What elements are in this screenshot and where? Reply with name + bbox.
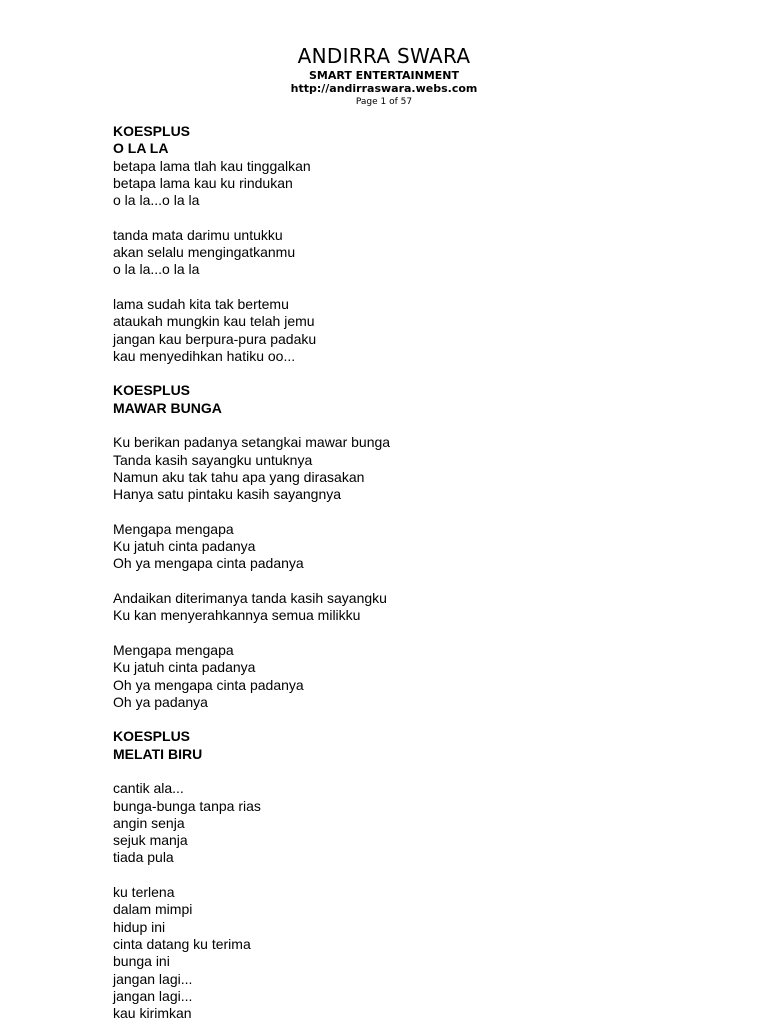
song-section: [113, 382, 713, 711]
song-section: [113, 123, 713, 365]
spacer: [113, 763, 713, 780]
site-title: ANDIRRA SWARA: [297, 44, 471, 68]
song-section: [113, 728, 713, 1022]
lyric-line: hidup ini: [113, 918, 166, 935]
stanza: [113, 642, 713, 711]
song-artist: KOESPLUS: [113, 728, 191, 745]
stanza: [113, 780, 713, 866]
site-subtitle: SMART ENTERTAINMENT: [308, 69, 460, 82]
lyric-line: Ku berikan padanya setangkai mawar bunga: [113, 434, 391, 451]
document-header: [0, 44, 768, 108]
song-artist: KOESPLUS: [113, 382, 191, 399]
stanza: [113, 521, 713, 573]
song-title: MELATI BIRU: [113, 745, 203, 762]
lyric-line: Hanya satu pintaku kasih sayangnya: [113, 486, 342, 503]
lyric-line: o la la...o la la: [113, 261, 200, 278]
song-title: O LA LA: [113, 140, 169, 157]
site-url: http://andirraswara.webs.com: [290, 82, 478, 95]
lyric-line: Ku kan menyerahkannya semua milikku: [113, 607, 361, 624]
lyric-line: cinta datang ku terima: [113, 935, 251, 952]
lyric-line: angin senja: [113, 814, 185, 831]
lyric-line: o la la...o la la: [113, 192, 200, 209]
lyric-line: Andaikan diterimanya tanda kasih sayangku: [113, 590, 387, 607]
lyric-line: Oh ya mengapa cinta padanya: [113, 555, 304, 572]
song-title: MAWAR BUNGA: [113, 399, 222, 416]
lyric-line: jangan kau berpura-pura padaku: [113, 330, 317, 347]
lyric-line: Oh ya mengapa cinta padanya: [113, 676, 304, 693]
lyric-line: cantik ala...: [113, 780, 184, 797]
lyric-line: bunga-bunga tanpa rias: [113, 797, 261, 814]
lyric-line: lama sudah kita tak bertemu: [113, 295, 289, 312]
lyric-line: jangan lagi...: [113, 987, 193, 1004]
lyric-line: Oh ya padanya: [113, 693, 208, 710]
lyric-line: Namun aku tak tahu apa yang dirasakan: [113, 468, 365, 485]
lyric-line: bunga ini: [113, 953, 170, 970]
lyric-line: ku terlena: [113, 884, 175, 901]
song-artist: KOESPLUS: [113, 123, 191, 139]
spacer: [113, 417, 713, 434]
lyric-line: dalam mimpi: [113, 901, 193, 918]
stanza: [113, 590, 713, 625]
lyric-line: betapa lama tlah kau tinggalkan: [113, 157, 311, 174]
lyric-line: Tanda kasih sayangku untuknya: [113, 451, 313, 468]
lyric-line: kau kirimkan: [113, 1005, 192, 1022]
lyric-line: jangan lagi...: [113, 970, 193, 987]
lyric-line: Mengapa mengapa: [113, 520, 234, 537]
lyric-line: Mengapa mengapa: [113, 641, 234, 658]
stanza: [113, 227, 713, 279]
lyric-line: kau menyedihkan hatiku oo...: [113, 347, 296, 364]
lyrics-content: [113, 123, 713, 1022]
stanza: [113, 434, 713, 503]
lyric-line: betapa lama kau ku rindukan: [113, 174, 293, 191]
lyric-line: tanda mata darimu untukku: [113, 226, 283, 243]
stanza: [113, 884, 713, 1022]
lyric-line: sejuk manja: [113, 832, 188, 849]
stanza: [113, 296, 713, 365]
lyric-line: tiada pula: [113, 849, 174, 866]
lyric-line: Ku jatuh cinta padanya: [113, 538, 256, 555]
page-indicator: Page 1 of 57: [355, 97, 413, 107]
stanza: [113, 158, 713, 210]
lyric-line: Ku jatuh cinta padanya: [113, 659, 256, 676]
lyric-line: akan selalu mengingatkanmu: [113, 244, 296, 261]
lyric-line: ataukah mungkin kau telah jemu: [113, 313, 315, 330]
